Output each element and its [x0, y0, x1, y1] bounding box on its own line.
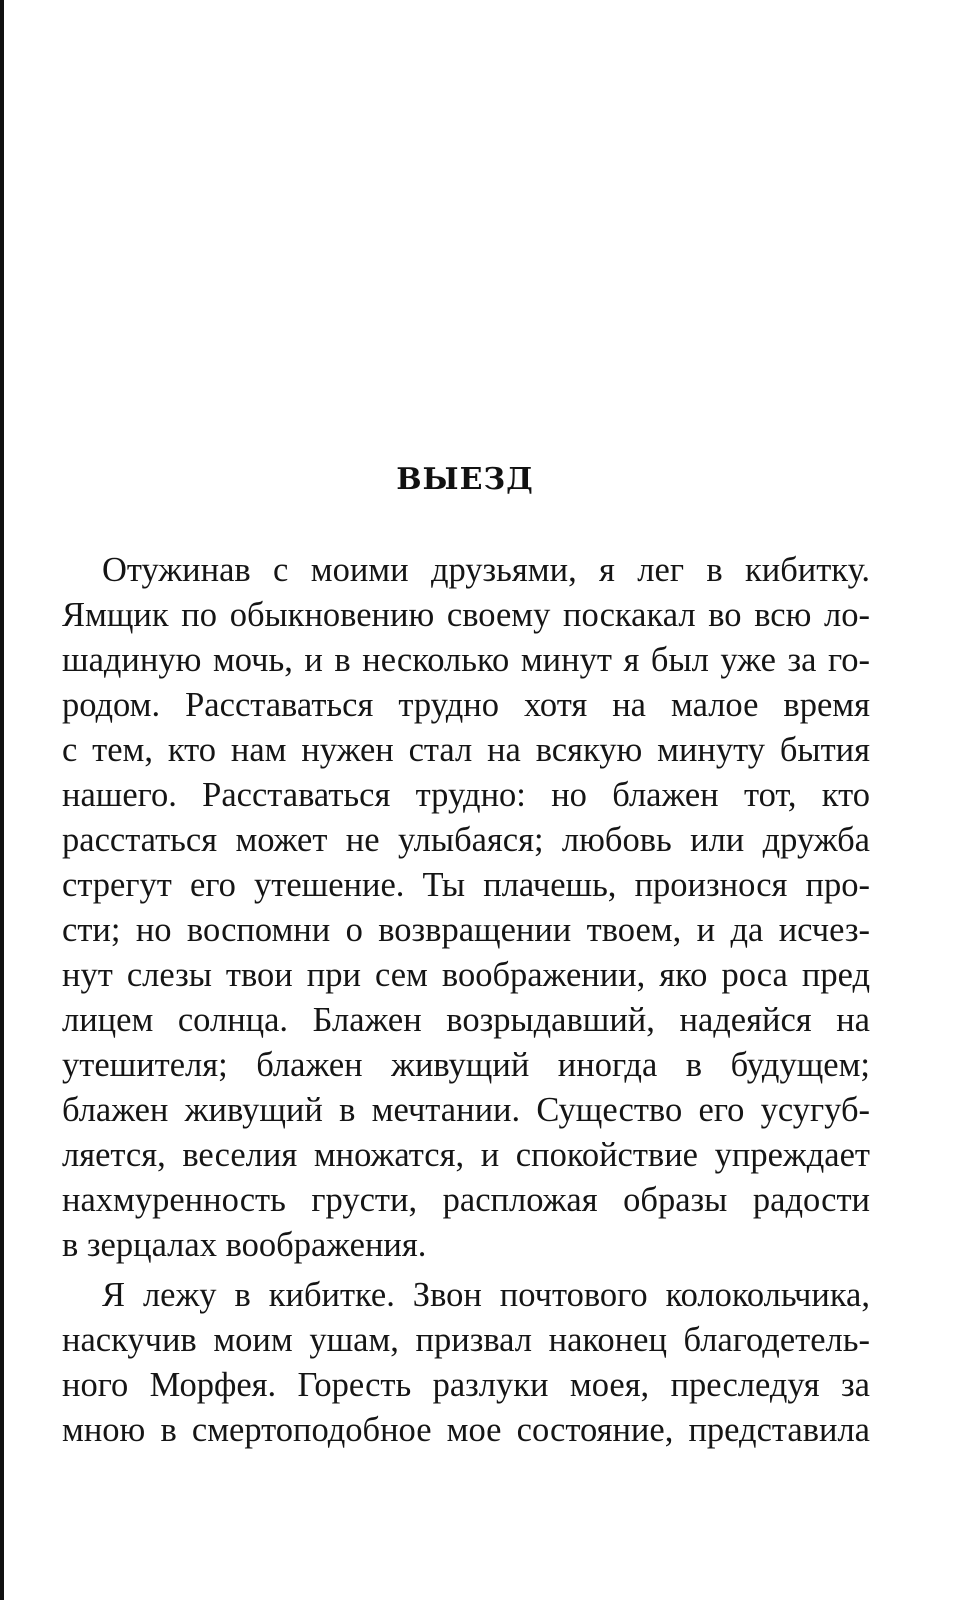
text-line: наскучив моим ушам, призвал наконец благодетель- [62, 1321, 870, 1359]
chapter-title: ВЫЕЗД [396, 462, 534, 497]
text-line: сти; но воспомни о возвращении твоем, и да исчез- [62, 911, 870, 949]
text-line: ного Морфея. Горесть разлуки моея, преследуя за [62, 1366, 870, 1404]
text-line: блажен живущий в мечтании. Существо его усугуб- [62, 1091, 870, 1129]
text-line: Я лежу в кибитке. Звон почтового колокольчика, [102, 1276, 870, 1314]
text-line: мною в смертоподобное мое состояние, представила [62, 1411, 870, 1449]
text-line: Отужинав с моими друзьями, я лег в кибитку. [102, 551, 870, 589]
text-line: стрегут его утешение. Ты плачешь, произнося про- [62, 866, 870, 904]
text-line: нахмуренность грусти, распложая образы радости [62, 1181, 870, 1219]
text-line: ляется, веселия множатся, и спокойствие упреждает [62, 1136, 870, 1174]
text-line: родом. Расставаться трудно хотя на малое время [62, 686, 870, 724]
text-line: нут слезы твои при сем воображении, яко роса пред [62, 956, 870, 994]
chapter-body [62, 548, 870, 1453]
text-line: утешителя; блажен живущий иногда в будущем; [62, 1046, 870, 1084]
text-line: шадиную мочь, и в несколько минут я был уже за го- [62, 641, 870, 679]
scan-edge [0, 0, 4, 1600]
text-line: расстаться может не улыбаяся; любовь или дружба [62, 821, 870, 859]
text-line: нашего. Расставаться трудно: но блажен тот, кто [62, 776, 870, 814]
text-line: Ямщик по обыкновению своему поскакал во всю ло- [62, 596, 870, 634]
text-line: с тем, кто нам нужен стал на всякую минуту бытия [62, 731, 870, 769]
text-line: в зерцалах воображения. [62, 1226, 427, 1264]
text-line: лицем солнца. Блажен возрыдавший, надеяйся на [62, 1001, 870, 1039]
